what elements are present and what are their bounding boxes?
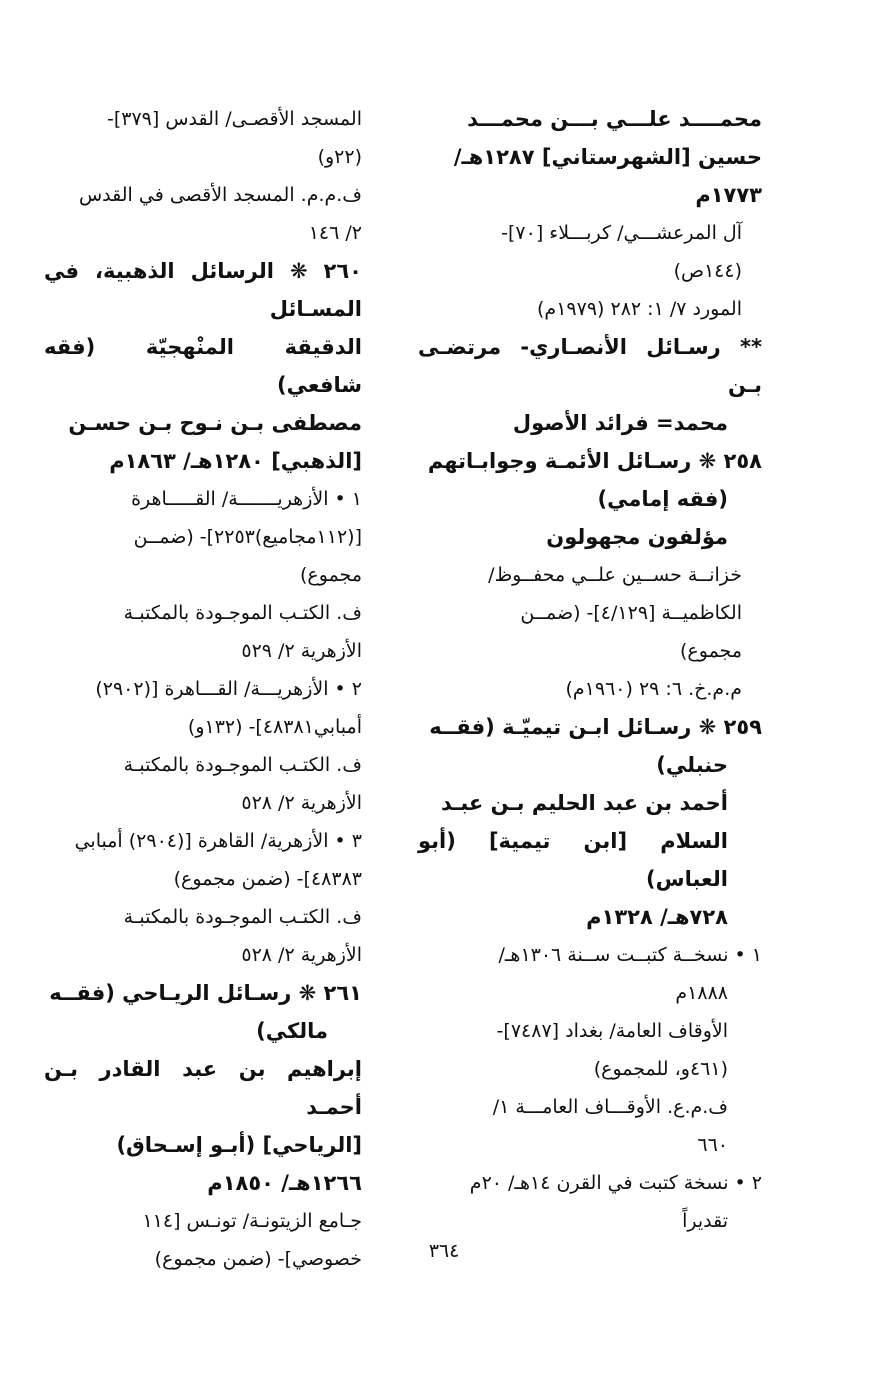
text-line: ١٢٦٦هـ/ ١٨٥٠م [207,1171,362,1195]
text-line: أمبابي٤٨٣٨١]- (١٣٢و) [187,716,362,738]
text-line: (١٤٤ص) [673,260,742,282]
text-line: تقديراً [682,1210,728,1232]
text-line: محمــــد علـــي بـــن محمـــد [467,107,762,131]
text-line: السلام [ابن تيمية] (أبو العباس) [418,829,728,891]
text-line: حنبلي) [656,753,728,777]
left-column [44,100,362,1278]
text-line: ٣ • الأزهرية/ القاهرة [(٢٩٠٤) أمبابي [74,830,362,852]
text-line: ف. الكتـب الموجـودة بالمكتبـة [123,906,362,928]
text-line: ٤٨٣٨٣]- (ضمن مجموع) [173,868,362,890]
text-line: الدقيقة المنْهجيّة (فقه شافعي) [44,335,362,397]
text-line: ٢ • نسخة كتبت في القرن ١٤هـ/ ٢٠م [469,1172,762,1194]
text-line: جـامع الزيتونـة/ تونـس [١١٤ [142,1210,362,1232]
text-line: الأزهرية ٢/ ٥٢٨ [241,944,362,966]
text-line: مجموع) [680,640,742,662]
text-line: المسجد الأقصـى/ القدس [٣٧٩]- [106,108,362,130]
text-line: الأزهرية ٢/ ٥٢٩ [241,640,362,662]
text-line: مالكي) [256,1019,328,1043]
text-line: ١ • الأزهريـــــــة/ القـــــاهرة [131,488,362,510]
text-line: ١٧٧٣م [695,183,762,207]
text-line: الكاظميــة [٤/١٢٩]- (ضمــن [520,602,742,624]
text-line: [الرياحي] (أبـو إسـحاق) [116,1133,362,1157]
text-line: ** رسـائل الأنصـاري- مرتضـى بـن [418,335,762,397]
text-line: ٦٦٠ [697,1134,728,1156]
text-line: مؤلفون مجهولون [546,525,728,549]
text-line: ٧٢٨هـ/ ١٣٢٨م [586,905,728,929]
text-line: الأزهرية ٢/ ٥٢٨ [241,792,362,814]
text-line: ٢٦١ ❋ رسـائل الريـاحي (فقــه [49,981,362,1005]
text-line: إبراهيم بن عبد القادر بـن أحمـد [44,1057,362,1119]
text-line: آل المرعشـــي/ كربـــلاء [٧٠]- [501,222,742,244]
text-line: محمد= فرائد الأصول [512,411,728,435]
right-column [418,100,762,1240]
text-line: ٢ • الأزهريـــة/ القـــاهرة [(٢٩٠٢) [95,678,362,700]
text-line: الأوقاف العامة/ بغداد [٧٤٨٧]- [496,1020,728,1042]
text-line: أحمد بن عبد الحليم بـن عبـد [441,791,728,815]
text-line: خصوصي]- (ضمن مجموع) [154,1248,362,1270]
text-line: ٢٥٩ ❋ رسـائل ابـن تيميّـة (فقــه [429,715,762,739]
text-line: [(١١٢مجاميع)٢٢٥٣]- (ضمــن [133,526,362,548]
text-line: ف. الكتـب الموجـودة بالمكتبـة [123,602,362,624]
page-number: ٣٦٤ [428,1240,460,1262]
text-line: (٤٦١و، للمجموع) [593,1058,728,1080]
text-line: ف. الكتـب الموجـودة بالمكتبـة [123,754,362,776]
text-line: حسين [الشهرستاني] ١٢٨٧هـ/ [453,145,762,169]
text-line: ف.م.م. المسجد الأقصى في القدس [78,184,362,206]
text-line: مجموع) [300,564,362,586]
text-line: ١ • نسخــة كتبــت ســنة ١٣٠٦هـ/ [498,944,762,966]
text-line: ٢٦٠ ❋ الرسائل الذهبية، في المسـائل [44,259,362,321]
text-line: المورد ٧/ ١: ٢٨٢ (١٩٧٩م) [537,298,742,320]
text-line: مصطفى بـن نـوح بـن حسـن [68,411,362,435]
text-line: [الذهبي] ١٢٨٠هـ/ ١٨٦٣م [109,449,362,473]
text-line: (٢٢و) [317,146,362,168]
text-line: خزانــة حســين علــي محفــوظ/ [488,564,742,586]
text-line: ف.م.ع. الأوقـــاف العامـــة ١/ [492,1096,728,1118]
text-line: م.م.خ. ٦: ٢٩ (١٩٦٠م) [565,678,742,700]
text-line: ١٨٨٨م [675,982,728,1004]
text-line: (فقه إمامي) [597,487,728,511]
text-line: ٢٥٨ ❋ رسـائل الأئمـة وجوابـاتهم [427,449,762,473]
text-line: ٢/ ١٤٦ [308,222,362,244]
